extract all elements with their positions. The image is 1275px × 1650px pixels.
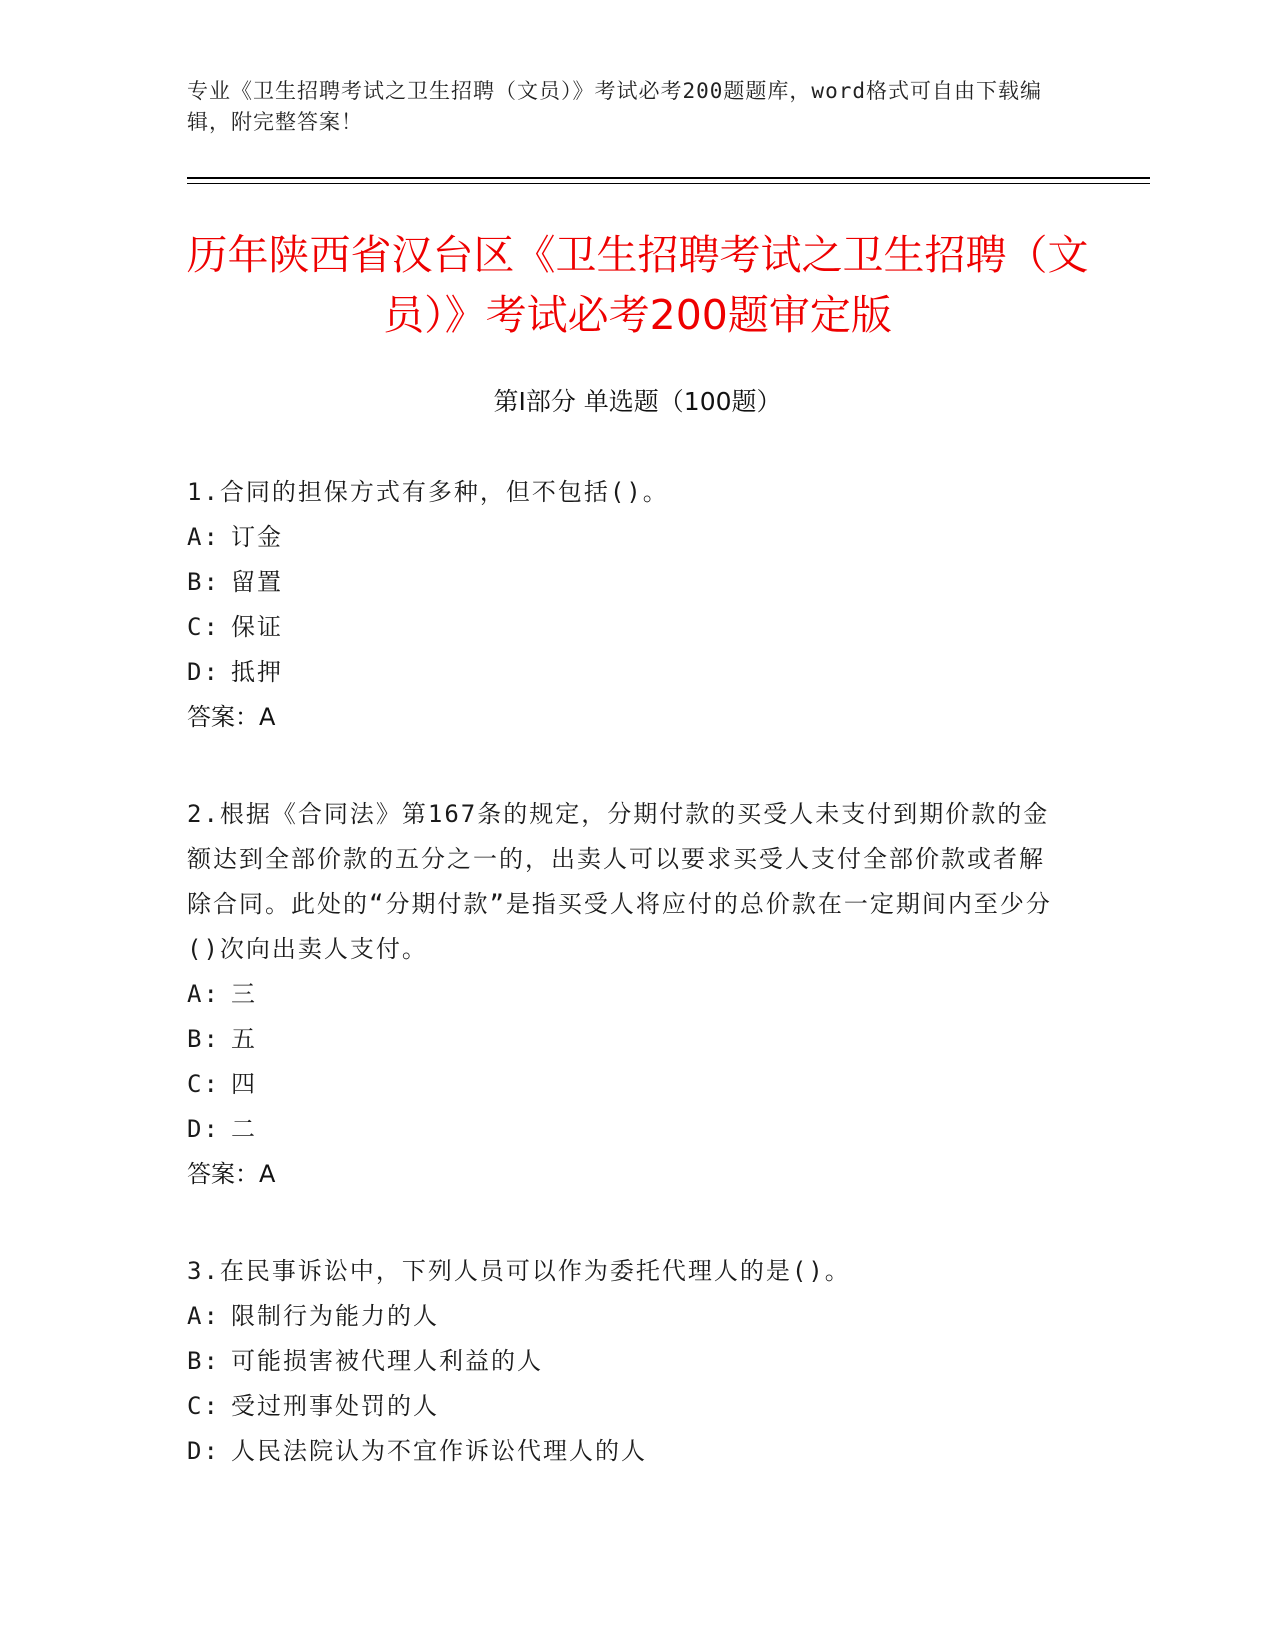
option-text: 抵押 [231, 658, 283, 686]
option-d [187, 650, 1067, 695]
option-a [187, 972, 1067, 1017]
option-text: 二 [231, 1115, 257, 1143]
option-letter: C: [187, 613, 220, 641]
question-1 [187, 470, 1067, 740]
question-stem: 2.根据《合同法》第167条的规定，分期付款的买受人未支付到期价款的金额达到全部价款的五分之一的，出卖人可以要求买受人支付全部价款或者解除合同。此处的“分期付款”是指买受人将应付的总价款在一定期间内至少分()次向出卖人支付。 [187, 800, 1052, 963]
question-list [187, 470, 1067, 1526]
option-d [187, 1107, 1067, 1152]
option-letter: B: [187, 568, 220, 596]
option-text: 四 [231, 1070, 257, 1098]
option-d [187, 1429, 1067, 1474]
option-letter: D: [187, 1437, 220, 1465]
header-rule-thin [187, 183, 1150, 184]
option-b [187, 560, 1067, 605]
option-letter: A: [187, 523, 220, 551]
question-3 [187, 1249, 1067, 1474]
option-a [187, 1294, 1067, 1339]
option-text: 人民法院认为不宜作诉讼代理人的人 [231, 1437, 647, 1465]
option-c [187, 1384, 1067, 1429]
document-title: 历年陕西省汉台区《卫生招聘考试之卫生招聘（文员）》考试必考200题审定版 [186, 231, 1089, 339]
option-b [187, 1017, 1067, 1062]
option-letter: A: [187, 980, 220, 1008]
option-text: 受过刑事处罚的人 [231, 1392, 439, 1420]
option-text: 订金 [231, 523, 283, 551]
option-a [187, 515, 1067, 560]
option-letter: C: [187, 1392, 220, 1420]
question-stem: 3.在民事诉讼中，下列人员可以作为委托代理人的是()。 [187, 1257, 851, 1285]
option-letter: B: [187, 1025, 220, 1053]
option-c [187, 605, 1067, 650]
option-text: 保证 [231, 613, 283, 641]
option-letter: A: [187, 1302, 220, 1330]
header-rule-thick [187, 177, 1150, 179]
option-text: 五 [231, 1025, 257, 1053]
option-letter: C: [187, 1070, 220, 1098]
option-b [187, 1339, 1067, 1384]
option-letter: D: [187, 1115, 220, 1143]
answer-label: 答案：A [187, 703, 276, 731]
option-c [187, 1062, 1067, 1107]
section-title: 第Ⅰ部分 单选题（100题） [493, 387, 782, 416]
header-note: 专业《卫生招聘考试之卫生招聘（文员）》考试必考200题题库，word格式可自由下载编辑，附完整答案！ [187, 79, 1042, 134]
option-text: 留置 [231, 568, 283, 596]
question-stem: 1.合同的担保方式有多种，但不包括()。 [187, 478, 669, 506]
option-letter: B: [187, 1347, 220, 1375]
option-text: 可能损害被代理人利益的人 [231, 1347, 543, 1375]
option-letter: D: [187, 658, 220, 686]
option-text: 限制行为能力的人 [231, 1302, 439, 1330]
option-text: 三 [231, 980, 257, 1008]
question-2 [187, 792, 1067, 1197]
answer-label: 答案：A [187, 1160, 276, 1188]
